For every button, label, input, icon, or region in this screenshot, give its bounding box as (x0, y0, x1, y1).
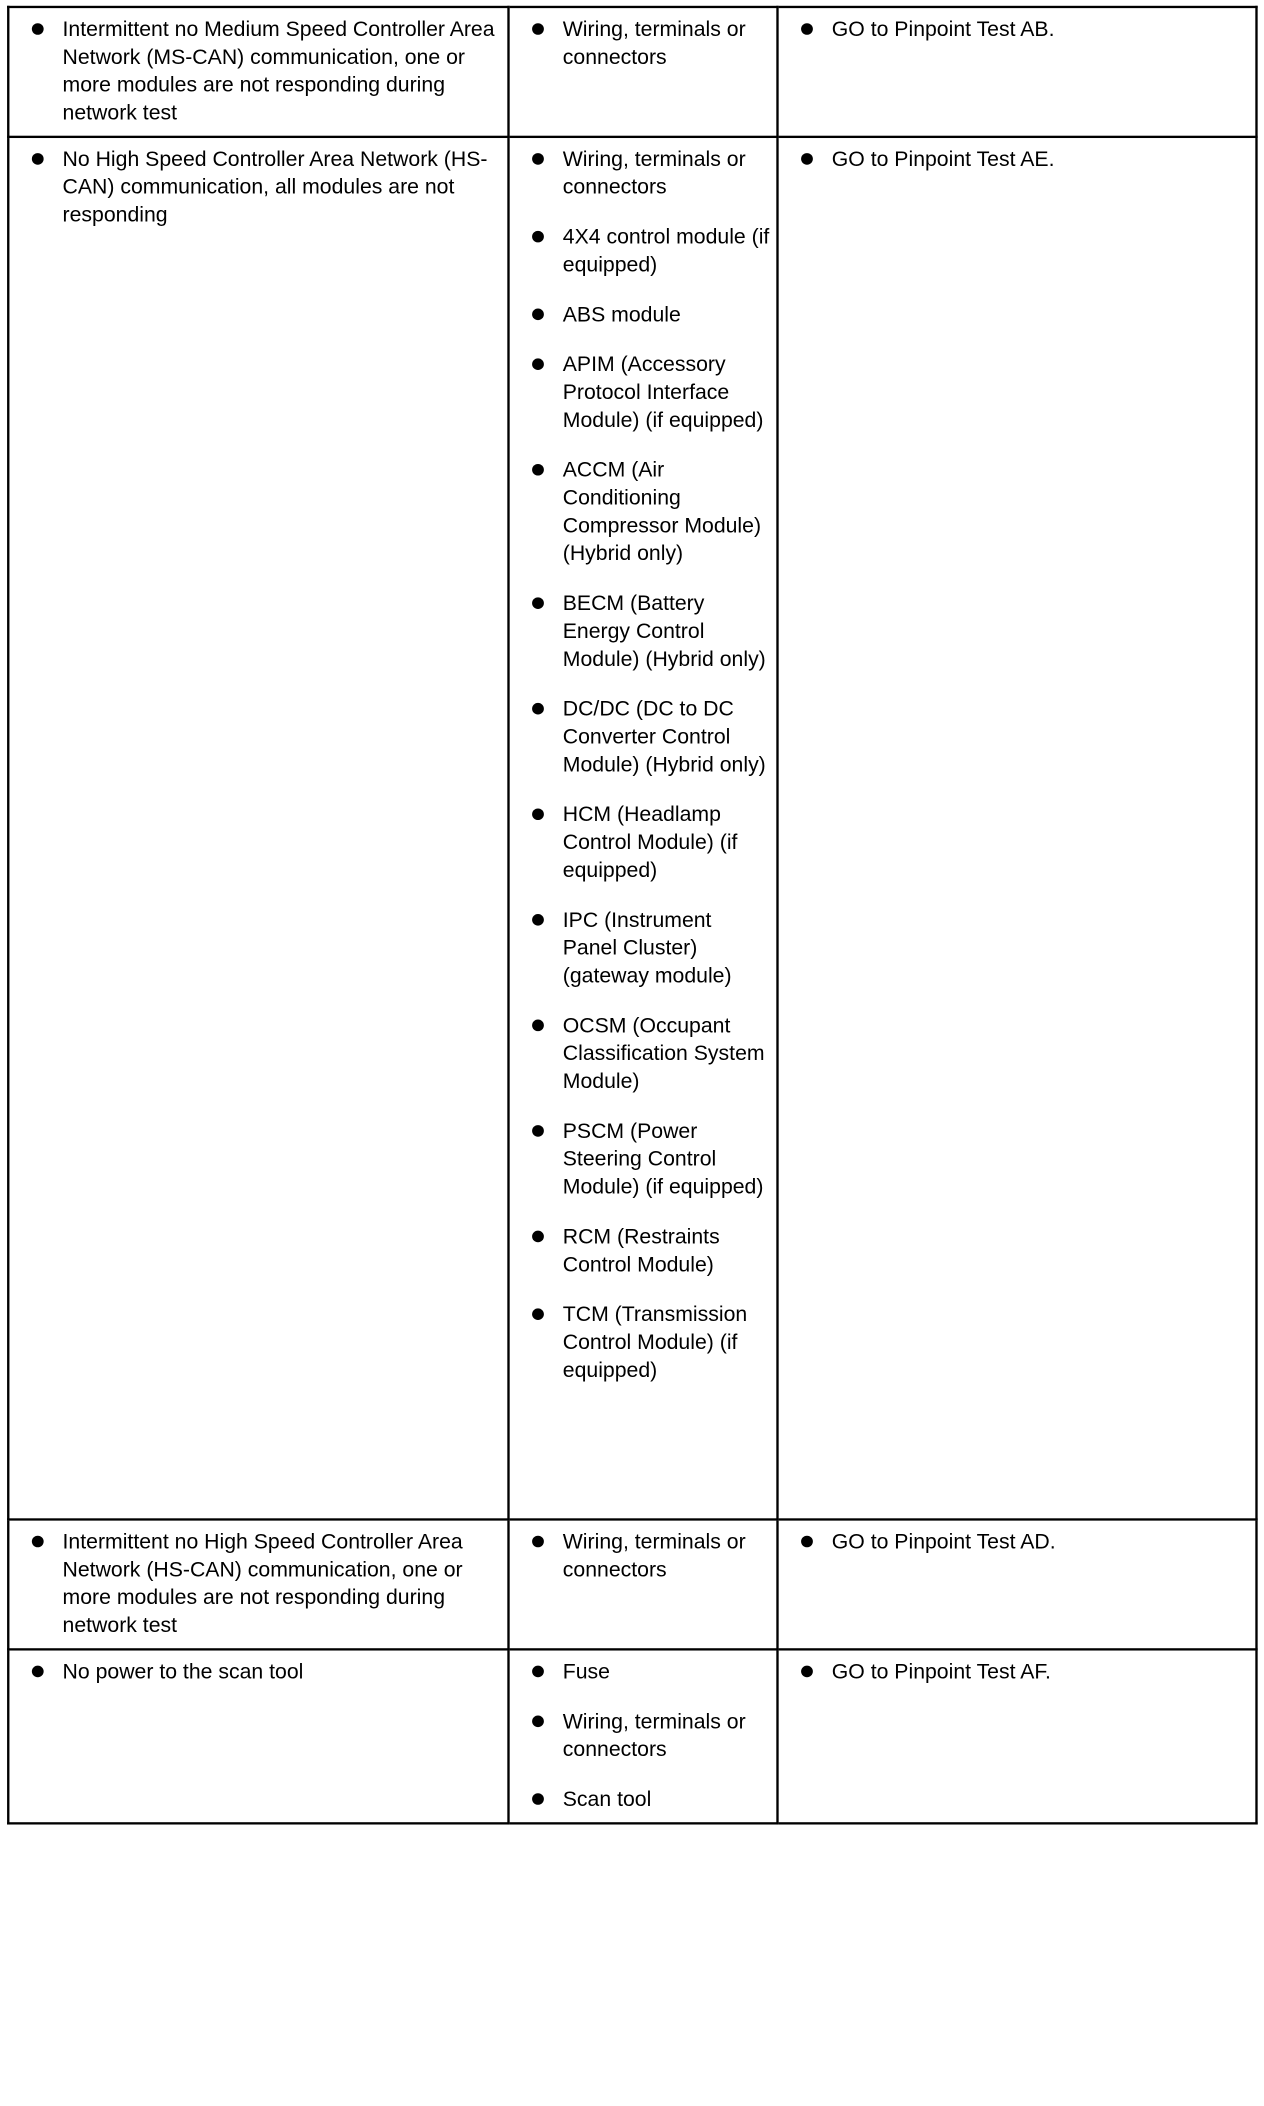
symptom-text: Intermittent no Medium Speed Controller Area Network (MS-CAN) communication, one or more modules are not responding during network test (62, 17, 495, 125)
bullet-icon (801, 1536, 813, 1548)
bullet-icon (532, 1536, 544, 1548)
table-row (8, 137, 1256, 1520)
table-row (8, 1649, 1256, 1823)
list-item (793, 1657, 1251, 1685)
bullet-icon (532, 914, 544, 926)
list-item (524, 350, 772, 434)
symptom-cell (8, 137, 508, 1520)
list-item (524, 800, 772, 884)
possible-sources-cell (508, 1519, 777, 1649)
source-text: ACCM (Air Conditioning Compressor Module) (Hybrid only) (562, 458, 762, 565)
list-item (524, 589, 772, 673)
bullet-icon (532, 1793, 544, 1805)
list-item (524, 223, 772, 279)
source-text: DC/DC (DC to DC Converter Control Module) (Hybrid only) (562, 697, 766, 776)
source-text: Wiring, terminals or connectors (562, 147, 746, 199)
bullet-icon (532, 808, 544, 820)
action-text: GO to Pinpoint Test AD. (831, 1529, 1056, 1554)
source-text: Wiring, terminals or connectors (562, 17, 746, 69)
bullet-icon (532, 1308, 544, 1320)
symptom-text: No High Speed Controller Area Network (HS-CAN) communication, all modules are not responding (62, 147, 488, 227)
list-item (793, 145, 1251, 173)
symptom-cell (8, 7, 508, 137)
list-item (524, 1785, 772, 1813)
list-item (524, 1117, 772, 1201)
symptom-cell (8, 1519, 508, 1649)
list-item (793, 15, 1251, 43)
bullet-icon (801, 153, 813, 165)
source-text: Wiring, terminals or connectors (562, 1709, 746, 1761)
list-item (524, 300, 772, 328)
possible-sources-cell (508, 1649, 777, 1823)
list-item (524, 1528, 772, 1584)
action-cell (777, 137, 1256, 1520)
list-item (24, 1528, 503, 1639)
list-item (524, 906, 772, 990)
list-item (24, 145, 503, 229)
action-cell (777, 7, 1256, 137)
symptom-chart-table (7, 6, 1258, 1825)
possible-sources-cell (508, 7, 777, 137)
bullet-icon (532, 153, 544, 165)
bullet-icon (532, 309, 544, 321)
source-text: OCSM (Occupant Classification System Module) (562, 1013, 765, 1093)
bullet-icon (32, 23, 44, 35)
source-text: HCM (Headlamp Control Module) (if equipped) (562, 802, 738, 882)
source-text: IPC (Instrument Panel Cluster) (gateway module) (562, 908, 732, 988)
list-item (793, 1528, 1251, 1556)
source-text: RCM (Restraints Control Module) (562, 1224, 720, 1276)
symptom-text: No power to the scan tool (62, 1659, 304, 1684)
bullet-icon (532, 1125, 544, 1137)
bullet-icon (32, 153, 44, 165)
list-item (524, 1011, 772, 1095)
bullet-icon (532, 231, 544, 243)
source-text: Scan tool (562, 1787, 652, 1811)
source-text: APIM (Accessory Protocol Interface Module) (if equipped) (562, 352, 764, 432)
source-text: BECM (Battery Energy Control Module) (Hybrid only) (562, 591, 766, 671)
table-row (8, 1519, 1256, 1649)
action-text: GO to Pinpoint Test AF. (831, 1659, 1051, 1684)
action-cell (777, 1649, 1256, 1823)
source-text: PSCM (Power Steering Control Module) (if equipped) (562, 1119, 764, 1199)
list-item (24, 1657, 503, 1685)
bullet-icon (801, 1666, 813, 1678)
bullet-icon (532, 703, 544, 715)
list-item (24, 15, 503, 126)
list-item (524, 1707, 772, 1763)
bullet-icon (532, 1666, 544, 1678)
bullet-icon (532, 23, 544, 35)
table-row (8, 7, 1256, 137)
bullet-icon (32, 1536, 44, 1548)
action-cell (777, 1519, 1256, 1649)
source-text: Fuse (562, 1659, 610, 1684)
bullet-icon (32, 1666, 44, 1678)
list-item (524, 1223, 772, 1279)
list-item (524, 145, 772, 201)
source-text: ABS module (562, 302, 681, 326)
bullet-icon (532, 358, 544, 370)
list-item (524, 1300, 772, 1384)
list-item (524, 456, 772, 567)
bullet-icon (532, 597, 544, 609)
symptom-text: Intermittent no High Speed Controller Area Network (HS-CAN) communication, one or more modules are not responding during network test (62, 1529, 463, 1637)
list-item (524, 1657, 772, 1685)
bullet-icon (532, 464, 544, 476)
action-text: GO to Pinpoint Test AE. (831, 147, 1055, 171)
list-item (524, 15, 772, 71)
bullet-icon (801, 23, 813, 35)
bullet-icon (532, 1020, 544, 1032)
list-item (524, 695, 772, 779)
source-text: Wiring, terminals or connectors (562, 1529, 746, 1581)
bullet-icon (532, 1715, 544, 1727)
action-text: GO to Pinpoint Test AB. (831, 17, 1055, 41)
source-text: 4X4 control module (if equipped) (562, 225, 770, 277)
source-text: TCM (Transmission Control Module) (if equipped) (562, 1302, 748, 1382)
bullet-icon (532, 1231, 544, 1243)
symptom-cell (8, 1649, 508, 1823)
possible-sources-cell (508, 137, 777, 1520)
